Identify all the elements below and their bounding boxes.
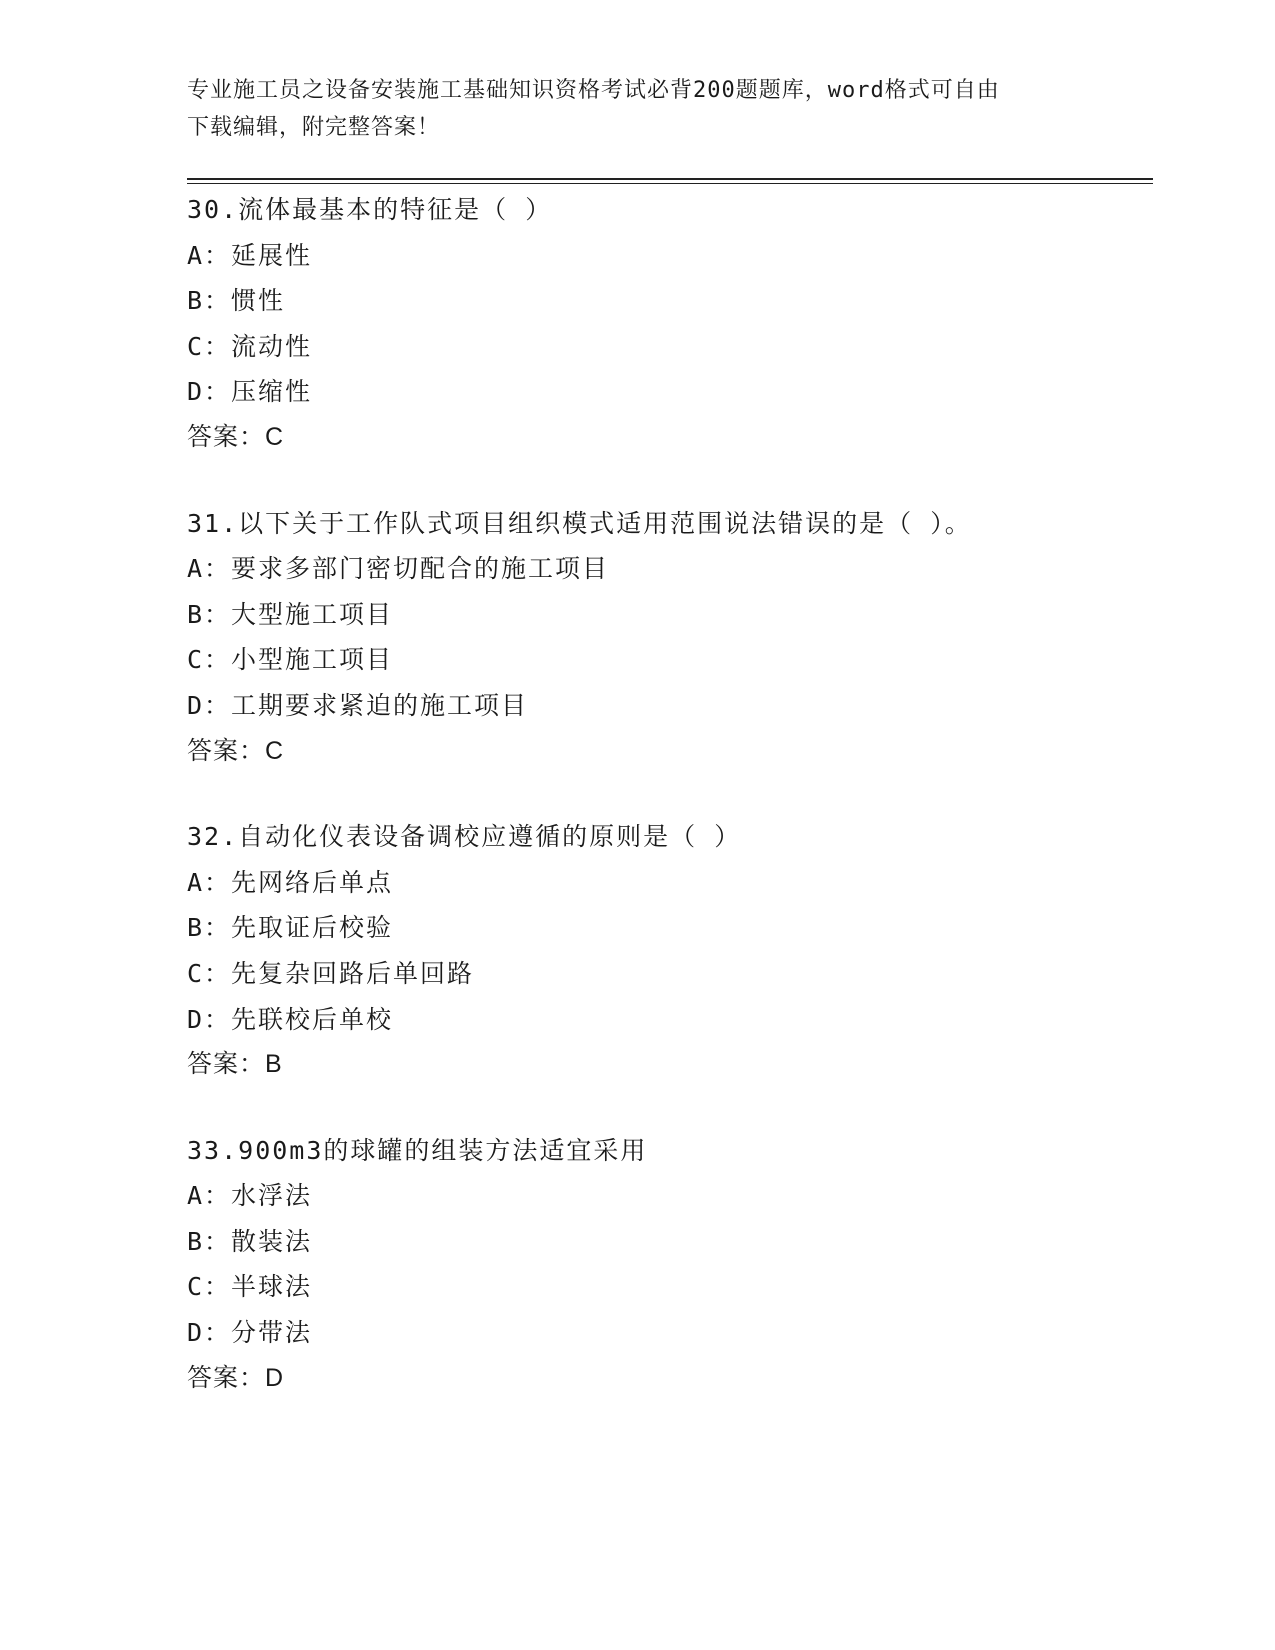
question-list [187,187,1153,1401]
option-text: 压缩性 [231,377,313,407]
question-title: 30.流体最基本的特征是（ ） [187,195,553,224]
option-text: 先网络后单点 [231,867,394,897]
question-item [187,501,1153,775]
option-c [187,637,1153,683]
option-letter: A： [187,1181,232,1211]
option-text: 要求多部门密切配合的施工项目 [231,554,610,584]
answer-line: 答案：D [187,1363,285,1392]
option-letter: C： [187,1272,232,1302]
option-letter: B： [187,599,232,629]
option-c [187,951,1153,997]
option-b [187,278,1153,324]
option-d [187,369,1153,415]
option-letter: D： [187,377,232,407]
option-letter: C： [187,645,232,675]
answer-line: 答案：B [187,1050,283,1079]
option-b [187,905,1153,951]
option-text: 分带法 [231,1318,313,1348]
document-page [187,0,1153,1650]
option-text: 工期要求紧迫的施工项目 [231,690,529,720]
option-letter: A： [187,867,232,897]
option-a [187,546,1153,592]
option-text: 小型施工项目 [231,645,394,675]
question-title: 31.以下关于工作队式项目组织模式适用范围说法错误的是（ ）。 [187,508,972,538]
option-letter: C： [187,958,232,988]
option-text: 流动性 [231,331,313,361]
option-d [187,997,1153,1043]
option-a [187,1173,1153,1219]
option-text: 散装法 [231,1226,313,1256]
option-text: 延展性 [231,240,313,270]
option-letter: D： [187,1004,232,1034]
option-letter: B： [187,286,232,316]
header-line-2: 下载编辑，附完整答案！ [187,115,441,140]
option-letter: B： [187,913,232,943]
option-text: 大型施工项目 [231,599,394,629]
option-text: 先取证后校验 [231,913,394,943]
divider-thin-line [187,183,1153,184]
option-d [187,1310,1153,1356]
option-text: 半球法 [231,1272,313,1302]
question-item [187,1128,1153,1402]
option-b [187,592,1153,638]
option-letter: B： [187,1226,232,1256]
question-title: 33.900m3的球罐的组装方法适宜采用 [187,1135,648,1165]
answer-line: 答案：C [187,422,285,451]
option-text: 惯性 [231,286,286,316]
option-text: 先联校后单校 [231,1004,394,1034]
option-a [187,233,1153,279]
option-b [187,1219,1153,1265]
option-a [187,860,1153,906]
question-item [187,814,1153,1088]
answer-line: 答案：C [187,736,285,765]
question-title: 32.自动化仪表设备调校应遵循的原则是（ ） [187,822,742,852]
option-letter: D： [187,1318,232,1348]
option-letter: D： [187,690,232,720]
option-text: 水浮法 [231,1181,313,1211]
header-line-1: 专业施工员之设备安装施工基础知识资格考试必背200题题库，word格式可自由 [187,78,1000,103]
option-letter: A： [187,240,232,270]
document-header [187,72,1087,146]
option-text: 先复杂回路后单回路 [231,958,475,988]
option-c [187,1264,1153,1310]
option-letter: C： [187,331,232,361]
question-item [187,187,1153,461]
option-letter: A： [187,554,232,584]
option-c [187,324,1153,370]
divider-thick-line [187,178,1153,180]
header-divider [187,178,1153,184]
option-d [187,683,1153,729]
